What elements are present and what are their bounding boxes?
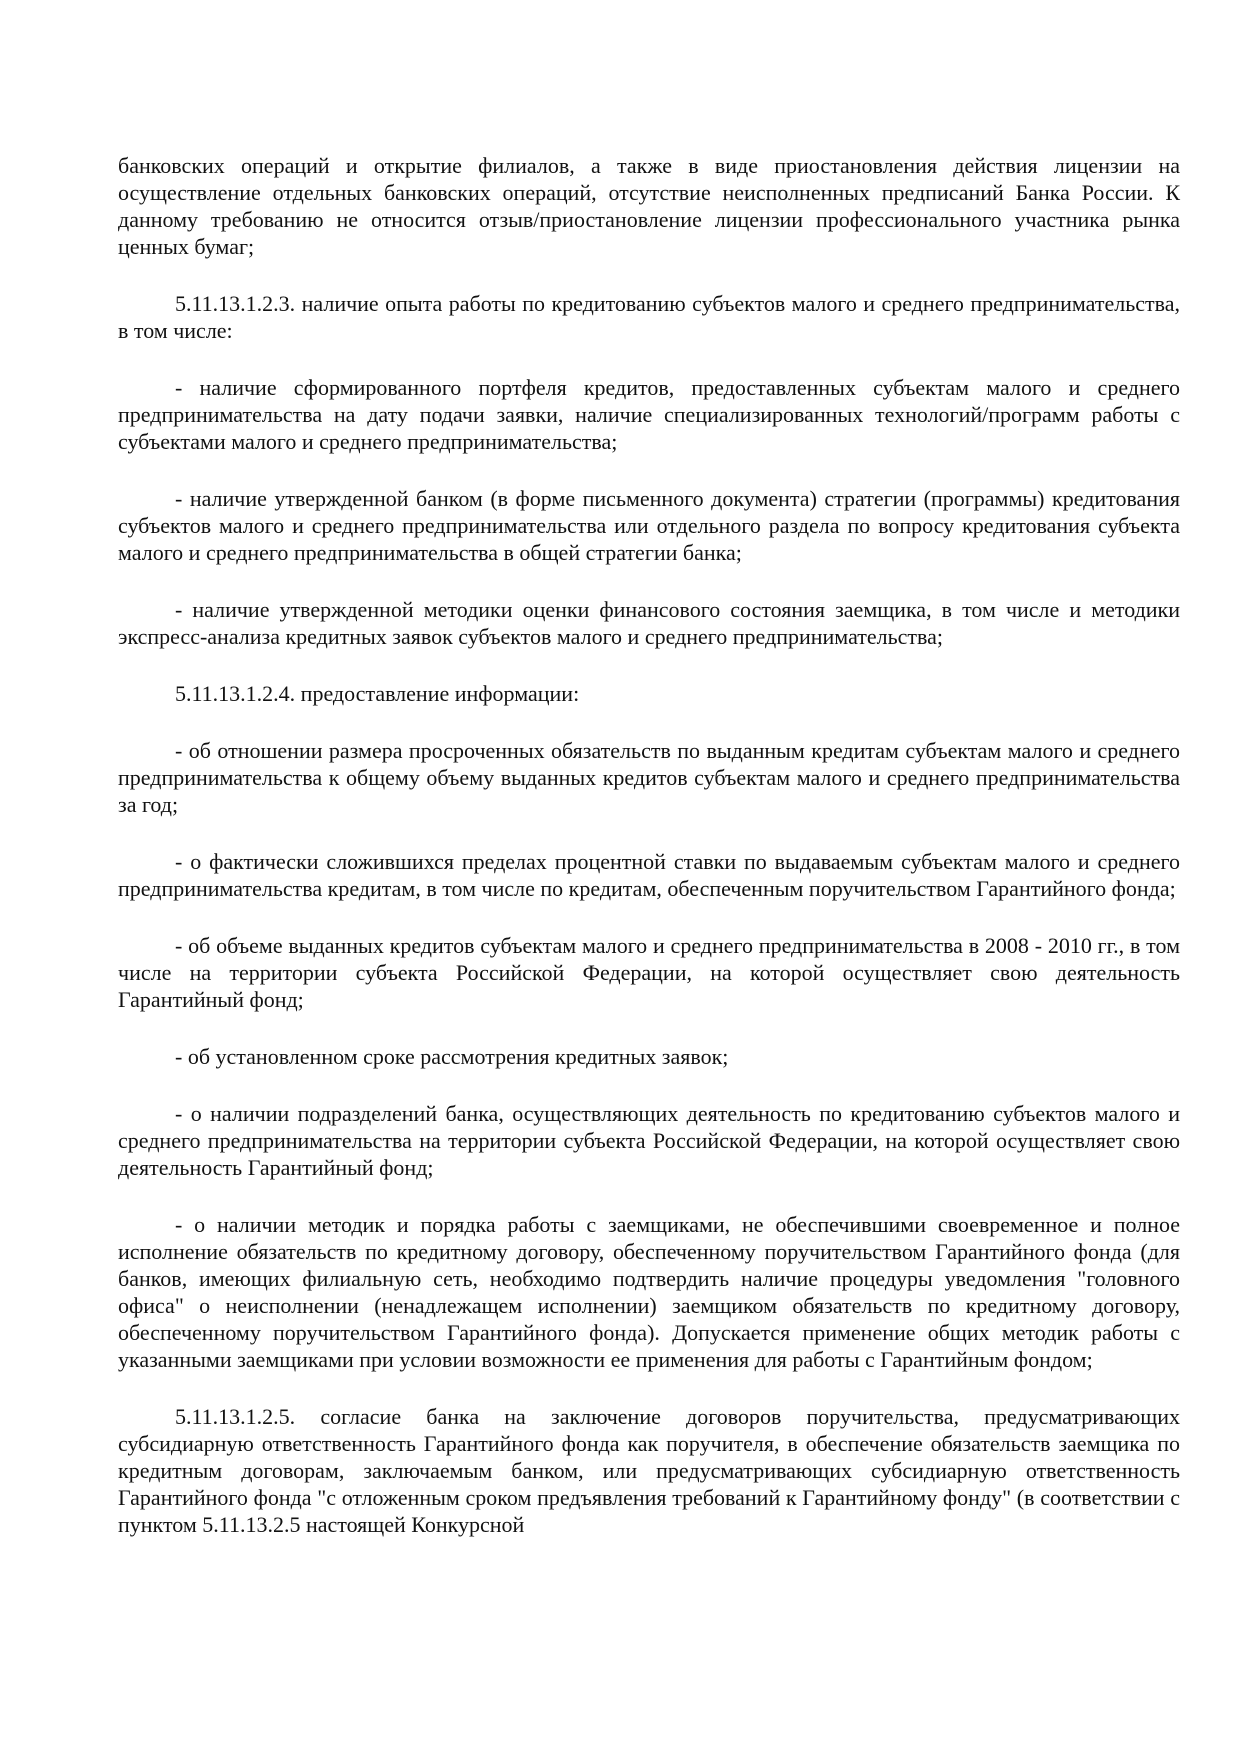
clause-5-11-13-1-2-3: 5.11.13.1.2.3. наличие опыта работы по кредитованию субъектов малого и среднего предпринимательства, в том числе: <box>118 291 1180 343</box>
paragraph-continuation: банковских операций и открытие филиалов, а также в виде приостановления действия лицензии на осуществление отдельных банковских операций, отсутствие неисполненных предписаний Банка России. К данному требованию не относится отзыв/приостановление лицензии профессионального участника рынка ценных бумаг; <box>118 153 1180 259</box>
clause-5-11-13-1-2-4: 5.11.13.1.2.4. предоставление информации: <box>175 681 580 706</box>
list-item-review-term: - об установленном сроке рассмотрения кредитных заявок; <box>175 1044 729 1069</box>
list-item-borrower-methods: - о наличии методик и порядка работы с заемщиками, не обеспечившими своевременное и полное исполнение обязательств по кредитному договору, обеспеченному поручительством Гарантийного фонда (для банков, имеющих филиальную сеть, необходимо подтвердить наличие процедуры уведомления "головного офиса" о неисполнении (ненадлежащем исполнении) заемщиком обязательств по кредитному договору, обеспеченному поручительством Гарантийного фонда). Допускается применение общих методик работы с указанными заемщиками при условии возможности ее применения для работы с Гарантийным фондом; <box>118 1212 1180 1372</box>
list-item-portfolio: - наличие сформированного портфеля кредитов, предоставленных субъектам малого и среднего предпринимательства на дату подачи заявки, наличие специализированных технологий/программ работы с субъектами малого и среднего предпринимательства; <box>118 375 1180 454</box>
clause-5-11-13-1-2-5: 5.11.13.1.2.5. согласие банка на заключение договоров поручительства, предусматривающих субсидиарную ответственность Гарантийного фонда как поручителя, в обеспечение обязательств заемщика по кредитным договорам, заключаемым банком, или предусматривающих субсидиарную ответственность Гарантийного фонда "с отложенным сроком предъявления требований к Гарантийному фонду" (в соответствии с пунктом 5.11.13.2.5 настоящей Конкурсной <box>118 1404 1180 1537</box>
list-item-methodology: - наличие утвержденной методики оценки финансового состояния заемщика, в том числе и методики экспресс-анализа кредитных заявок субъектов малого и среднего предпринимательства; <box>118 597 1180 649</box>
list-item-strategy: - наличие утвержденной банком (в форме письменного документа) стратегии (программы) кредитования субъектов малого и среднего предпринимательства или отдельного раздела по вопросу кредитования субъекта малого и среднего предпринимательства в общей стратегии банка; <box>118 486 1180 565</box>
list-item-divisions: - о наличии подразделений банка, осуществляющих деятельность по кредитованию субъектов малого и среднего предпринимательства на территории субъекта Российской Федерации, на которой осуществляет свою деятельность Гарантийный фонд; <box>118 1101 1180 1180</box>
list-item-interest-rates: - о фактически сложившихся пределах процентной ставки по выдаваемым субъектам малого и среднего предпринимательства кредитам, в том числе по кредитам, обеспеченным поручительством Гарантийного фонда; <box>118 849 1180 901</box>
document-page <box>118 152 1180 1538</box>
list-item-overdue-ratio: - об отношении размера просроченных обязательств по выданным кредитам субъектам малого и среднего предпринимательства к общему объему выданных кредитов субъектам малого и среднего предпринимательства за год; <box>118 738 1180 817</box>
list-item-loan-volume: - об объеме выданных кредитов субъектам малого и среднего предпринимательства в 2008 - 2010 гг., в том числе на территории субъекта Российской Федерации, на которой осуществляет свою деятельность Гарантийный фонд; <box>118 933 1180 1012</box>
